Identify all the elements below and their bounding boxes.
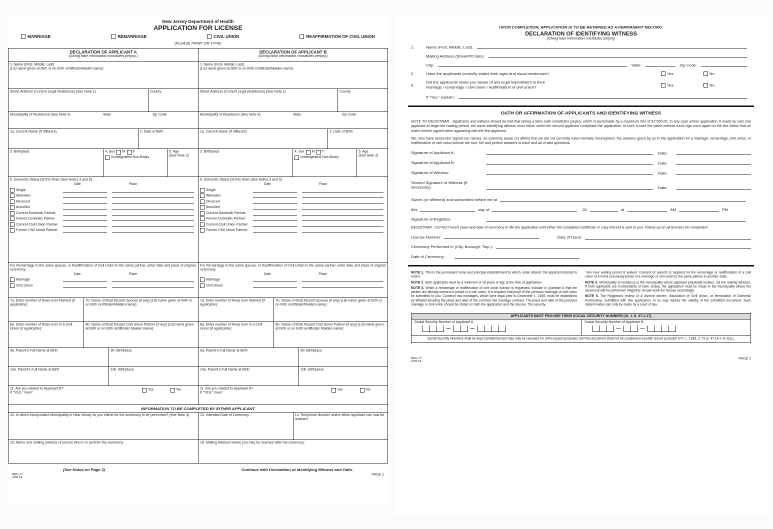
either-applicant-band: INFORMATION TO BE COMPLETED BY EITHER APPLICANT — [8, 405, 388, 413]
date-line[interactable] — [63, 199, 107, 204]
note-item: two hour waiting period is waived. Consent of parents is required for the remarriage or reaffirmation of a civil union of a minor previously joined in a marriage or civil union to the same partner in another state. — [585, 271, 751, 279]
place-line[interactable] — [302, 205, 384, 210]
witness-state-line[interactable] — [646, 63, 676, 68]
notes-column-1 — [411, 271, 577, 308]
signature-line[interactable] — [486, 150, 653, 155]
domestic-status-checkbox[interactable] — [10, 211, 15, 216]
remarriage-row: Civil Union — [200, 283, 386, 288]
place-line[interactable] — [302, 278, 384, 283]
q2-no-checkbox[interactable] — [704, 72, 709, 77]
license-type-label: CIVIL UNION — [213, 34, 240, 39]
am-line[interactable] — [679, 207, 719, 212]
declaration-table — [8, 48, 388, 405]
field-15-officiant[interactable]: 15. Name and mailing address of person who is to perform the ceremony: — [10, 441, 125, 445]
q2-yes-checkbox[interactable] — [661, 72, 666, 77]
field-10a-a[interactable]: 10a. Parent's Full Name at Birth — [10, 368, 60, 372]
place-line[interactable] — [112, 217, 194, 222]
field-7b-b[interactable]: 7b. Name of Most Recent Spouse (if any) (List name given at birth or on birth certificate/Maiden name): — [274, 298, 388, 322]
remarriage-row: Civil Union — [10, 283, 197, 288]
page1-header — [8, 15, 388, 46]
field-11-b: 11. Are you related to Applicant A? If "YES," how? Yes No — [199, 386, 388, 405]
place-line[interactable] — [302, 188, 384, 193]
field-domestic-status-a: 6. Domestic Status (at this time) (See Notes 3 and 5) Date Place Single Widowed Divorced Annulled Current Domestic Partner Former Domestic Partner Current Civil Union Partner Former Civil Union Partner — [9, 177, 199, 263]
form-number: REG-77 APR 19 — [12, 473, 23, 479]
ssn-applicant-b: Social Security Number of Applicant B — [581, 320, 751, 336]
field-8a-b[interactable]: 8a. Enter number of times ever in a Civil Union (if applicable): — [200, 323, 263, 331]
place-line[interactable] — [302, 194, 384, 199]
date-line[interactable] — [253, 199, 297, 204]
perjury-note: (Giving false information constitutes perjury.) — [68, 54, 138, 59]
domestic-status-checkbox[interactable] — [10, 199, 15, 204]
date-line[interactable] — [253, 222, 297, 227]
date-line[interactable] — [253, 211, 297, 216]
field-remarriage-a: For Remarriage to the same spouse, or Reaffirmation of Civil Union to the same partner, enter date and place of original ceremony: Date Place Marriage Civil Union — [9, 263, 199, 298]
signature-line[interactable] — [486, 185, 653, 190]
related-no-checkbox[interactable] — [171, 388, 176, 393]
date-line[interactable] — [676, 170, 751, 175]
related-no-checkbox[interactable] — [360, 388, 365, 393]
date-line[interactable] — [63, 283, 107, 288]
witness-zip-line[interactable] — [701, 63, 747, 68]
field-9b-a[interactable]: 9b. Birthplace — [109, 348, 199, 367]
ssn-a-digit-boxes[interactable] — [423, 326, 579, 333]
domestic-status-row: Former Civil Union Partner — [10, 228, 197, 233]
place-line[interactable] — [112, 194, 194, 199]
place-line[interactable] — [112, 278, 194, 283]
domestic-status-options-a — [10, 188, 197, 233]
place-line[interactable] — [112, 222, 194, 227]
ssn-applicant-a: Social Security Number of Applicant A — [412, 320, 582, 336]
day-line[interactable] — [420, 207, 475, 212]
date-line[interactable] — [63, 211, 107, 216]
domestic-status-checkbox[interactable] — [10, 188, 15, 193]
sex-undesignated-checkbox[interactable] — [105, 156, 110, 161]
field-birthplace-a[interactable]: 3. Birthplace — [10, 150, 30, 154]
explain-line[interactable] — [459, 94, 747, 99]
time-line[interactable] — [627, 207, 667, 212]
page-1 — [8, 15, 388, 504]
field-13-intended-date[interactable]: 13. Intended Date of Ceremony — [198, 413, 293, 440]
field-8a-a[interactable]: 8a. Enter number of times ever in a Civil Union (if applicable): — [10, 323, 73, 331]
ssn-box — [411, 313, 751, 343]
place-line[interactable] — [112, 283, 194, 288]
place-line[interactable] — [302, 211, 384, 216]
field-12-municipality[interactable]: 12. In which Incorporated Municipality in New Jersey do you intend for the ceremony to be performed? (See Note 4) — [10, 413, 190, 417]
witness-declaration-title: DECLARATION OF IDENTIFYING WITNESS — [525, 31, 637, 37]
domestic-status-checkbox[interactable] — [200, 217, 205, 222]
field-9a-b[interactable]: 9a. Parent's Full Name at Birth — [200, 349, 248, 353]
field-7b-a[interactable]: 7b. Name of Most Recent Spouse (if any) (List name given at birth or on birth certificate/Maiden name): — [84, 298, 199, 322]
registrar-note: NOTE TO REGISTRAR - Applicants and witness should be told that taking a false oath constitutes perjury, which is punishable by a maximum fine of $7,500.00. In any case where application is made by only one applicant to begin the waiting period, the same identifying witness must return when the second applicant completes the application. In such a case the same witness must sign once again on the line below that on which he/she signed when appearing with the first applicant. — [411, 118, 751, 133]
note-item: NOTE 5. The Registrar's review of a divorce decree, dissolution of Civil Union, or termination of Domestic Partnership, submitted with this application, in no way implies the validity of the submitted document. Such determination can only be made by a court of law. — [585, 294, 751, 307]
year-line[interactable] — [590, 207, 618, 212]
license-type-label: REMARRIAGE — [117, 34, 147, 39]
domestic-status-checkbox[interactable] — [10, 217, 15, 222]
note-item: NOTE 1. This is the permanent home and principal establishment to which, when absent, the applicant intends to return. — [411, 271, 577, 279]
domestic-status-checkbox[interactable] — [10, 222, 15, 227]
license-type-checkboxes — [8, 32, 388, 40]
page-2: UPON COMPLETION, APPLICATION IS TO BE RETAINED AS A PERMANENT RECORD. DECLARATION OF IDENTIFYING WITNESS (Giving false information constitutes perjury) 1. Name (First, Middle, Last): Mailing Address (Street/PO Box): City: State: Zip Code: 2. Have the applicants correctly stated their ages and usual residences? Yes No 3. Did the applicants make you aware of any legal impediment to their marriage / remarriage / civil union / reaffirmation of civil union? Yes No If "Yes," explain: OATH OR AFFIRMATION OF APPLICANTS AND IDENTIFYING WITNESS NOTE TO REGISTRAR - Applicants and witness should be told that taking a false oath constitutes perjury, which is punishable by a maximum fine of $7,500.00. In any case where application is made by only one applicant to begin the waiting period, the same identifying witness must return when the second applicant completes the application. In such a case the same witness must sign once again on the line below that on which he/she signed when appearing with the first applicant. We, who have hereunder signed our names, do solemnly swear (or affirm) that we are not currently ruled mentally incompetent; the answers given by us in this application for a marriage, remarriage, civil union, or reaffirmation of civil union license are true, full and perfect answers to each and all of said questions. Signature of Applicant A: Date: Signature of Applicant B: Date: Signature of Witness: Date: Second Signature of Witness (if necessary): Date: Sworn (or affirmed) and subscribed before me at this day of , 20 at AM PM Signature of Registrar: REGISTRAR - DO NOT insert place and date of ceremony or file the application until either the completed certificate or copy thereof is sent to you. Follow-up on all licenses for completion. License Number: Date of Issue: Ceremony Performed in (City, Borough, Twp.): Date of Ceremony: NOTE 1. This is the permanent home and principal establishment to which, when absent, the applicant intends to return. NOTE 2. Both applicants must be a minimum of 18 years of age at the time of application. NOTE 3. When a remarriage or reaffirmation of civil union license is requested, indicate in Question 6 that the parties are already married or joined in a civil union. It is required that proof of the previous marriage or civil union be submitted to you. Common law marriages, which were legal prior to December 1, 1939, must be established by affidavit showing the place and date of the common law marriage contract. The place and date of the previous marriage or civil union should be stated on both the application and the license. The seventy- two hour waiting period is waived. Consent of parents is required for the remarriage or reaffirmation of a civil union of a minor previously joined in a marriage or civil union to the same partner in another state. NOTE 4. Municipality of residence is the municipality where applicant physically resides, not the mailing address. If both applicants are nonresidents of New Jersey, the application must be made in the municipality where the ceremony will be performed. Registrar should mark the license accordingly. NOTE 5. The Registrar's review of a divorce decree, dissolution of Civil Union, or termination of Domestic Partnership, submitted with this application, in no way implies the validity of the submitted document. Such determination can only be made by a court of law. APPLICANTS MUST PROVIDE THEIR SOCIAL SECURITY NUMBERS (N. J. S. 37:1-17) Social Security Number of Applicant A Social Security Number of Applicant B Social Security Numbers shall be kept confidential and may only be released for child support purposes and this document shall not be considered a public record pursuant to P. L. 1983, C.73 (C.47:1A-1 et seq.). REG-77 APR 19 PAGE 2 — [394, 15, 768, 514]
signature-line[interactable] — [486, 170, 653, 175]
domestic-status-row: Single — [10, 188, 197, 193]
field-municipality-a[interactable]: Municipality of Residence (See Note 4) State Zip Code — [9, 112, 199, 129]
signature-rows — [411, 150, 751, 190]
domestic-status-row: Single — [200, 188, 386, 193]
date-line[interactable] — [63, 217, 107, 222]
retain-note: UPON COMPLETION, APPLICATION IS TO BE RETAINED AS A PERMANENT RECORD. — [499, 25, 663, 30]
field-14-telephone[interactable]: 14. Telephone Number where either applicant can now be reached: — [293, 413, 388, 440]
place-line[interactable] — [302, 222, 384, 227]
field-county-a[interactable]: County — [148, 89, 198, 112]
field-street-b[interactable]: Street Address (Current Legal Residence) (See Note 1) — [200, 90, 286, 94]
print-or-type-note: (PLEASE PRINT OR TYPE) — [174, 41, 222, 46]
section-divider — [408, 265, 754, 267]
remarriage-options-a — [10, 278, 197, 288]
field-current-name-a[interactable]: 1a. Current Name (If different) — [10, 130, 57, 134]
declaration-applicant-b — [198, 49, 388, 405]
field-11-a: 11. Are you related to Applicant B? If "YES," how? Yes No — [9, 386, 199, 405]
remarriage-checkbox[interactable] — [200, 278, 205, 283]
domestic-status-row: Current Domestic Partner — [200, 211, 386, 216]
related-yes-checkbox[interactable] — [142, 388, 147, 393]
field-8b-b[interactable]: 8b. Name of Most Recent Civil Union Partner (if any) (List name given at birth or on birth certificate/ Maiden name): — [274, 322, 388, 348]
field-sex-b: 4. Sex M F Undesignated/ Non-Binary — [293, 149, 357, 177]
domestic-status-row: Current Civil Union Partner — [10, 222, 197, 227]
signature-line[interactable] — [486, 160, 653, 165]
field-10a-b[interactable]: 10a. Parent's Full Name at Birth — [200, 368, 250, 372]
domestic-status-row: Former Domestic Partner — [10, 217, 197, 222]
department-title: New Jersey Department of Health — [162, 19, 234, 24]
domestic-status-checkbox[interactable] — [10, 194, 15, 199]
signature-row: Second Signature of Witness (if necessary): Date: — [411, 180, 751, 190]
sex-male-checkbox[interactable] — [306, 150, 311, 155]
witness-city-line[interactable] — [438, 63, 627, 68]
field-birthplace-b[interactable]: 3. Birthplace — [200, 150, 220, 154]
remarriage-checkbox[interactable] — [10, 278, 15, 283]
form-title: APPLICATION FOR LICENSE — [153, 24, 243, 32]
q3-yes-checkbox[interactable] — [661, 83, 666, 88]
domestic-status-row: Annulled — [10, 205, 197, 210]
domestic-status-row: Current Civil Union Partner — [200, 222, 386, 227]
sex-female-checkbox[interactable] — [316, 150, 321, 155]
checkbox-icon[interactable] — [111, 34, 116, 39]
witness-name-line[interactable] — [477, 45, 747, 50]
field-dob-b[interactable]: 2. Date of Birth — [328, 129, 388, 149]
date-line[interactable] — [676, 185, 751, 190]
domestic-status-row: Divorced — [10, 199, 197, 204]
license-type-option[interactable] — [21, 34, 51, 39]
remarriage-row: Marriage — [200, 278, 386, 283]
domestic-status-checkbox[interactable] — [200, 211, 205, 216]
license-type-label: MARRIAGE — [27, 34, 51, 39]
remarriage-checkbox[interactable] — [200, 283, 205, 288]
signature-row: Signature of Applicant A: Date: — [411, 150, 751, 155]
related-yes-checkbox[interactable] — [331, 388, 336, 393]
field-7a-b[interactable]: 7a. Enter number of times ever Married (if applicable): — [200, 299, 265, 307]
place-line[interactable] — [302, 228, 384, 233]
sex-undesignated-checkbox[interactable] — [295, 156, 300, 161]
field-9b-b[interactable]: 9b. Birthplace — [299, 348, 388, 367]
date-of-issue-line[interactable] — [585, 235, 751, 240]
domestic-status-checkbox[interactable] — [200, 194, 205, 199]
section-divider — [408, 105, 754, 107]
domestic-status-options-b — [200, 188, 386, 233]
field-age-b[interactable]: 5. Age (See Note 2) — [357, 149, 388, 177]
registrar-signature-line[interactable] — [486, 217, 746, 222]
field-name-b[interactable]: 1. Name (First, Middle, Last) (List name given at birth or on birth certificate/Maiden name) — [199, 62, 388, 89]
date-line[interactable] — [63, 278, 107, 283]
notes-section — [411, 271, 751, 308]
field-current-name-b[interactable]: 1a. Current Name (If different) — [200, 130, 247, 134]
field-remarriage-b: For Remarriage to the same spouse, or Reaffirmation of Civil Union to the same partner, enter date and place of original ceremony: Date Place Marriage Civil Union — [199, 263, 388, 298]
ceremony-date-line[interactable] — [455, 254, 580, 259]
domestic-status-checkbox[interactable] — [200, 222, 205, 227]
place-line[interactable] — [112, 188, 194, 193]
field-10b-b[interactable]: 10b. Birthplace — [299, 367, 388, 386]
date-line[interactable] — [253, 194, 297, 199]
domestic-status-checkbox[interactable] — [200, 228, 205, 233]
place-line[interactable] — [112, 228, 194, 233]
date-line[interactable] — [253, 188, 297, 193]
month-line[interactable] — [492, 207, 577, 212]
continue-footer: Continue with Declaration of Identifying Witness and Oath. — [241, 467, 353, 472]
domestic-status-row: Divorced — [200, 199, 386, 204]
field-age-a[interactable]: 5. Age (See Note 2) — [167, 149, 198, 177]
domestic-status-row: Former Domestic Partner — [200, 217, 386, 222]
date-line[interactable] — [63, 222, 107, 227]
domestic-status-row: Widowed — [200, 194, 386, 199]
field-municipality-b[interactable]: Municipality of Residence (See Note 4) State Zip Code — [199, 112, 388, 129]
place-line[interactable] — [302, 217, 384, 222]
license-type-option[interactable] — [111, 34, 147, 39]
date-line[interactable] — [63, 194, 107, 199]
sex-male-checkbox[interactable] — [116, 150, 121, 155]
domestic-status-checkbox[interactable] — [200, 188, 205, 193]
field-9a-a[interactable]: 9a. Parent's Full Name at Birth — [10, 349, 58, 353]
date-line[interactable] — [63, 188, 107, 193]
remarriage-options-b — [200, 278, 386, 288]
see-notes-footer: (See Notes on Page 2) — [63, 467, 106, 472]
notes-column-2 — [585, 271, 751, 308]
date-line[interactable] — [253, 205, 297, 210]
place-line[interactable] — [112, 211, 194, 216]
date-line[interactable] — [63, 205, 107, 210]
witness-address-line[interactable] — [489, 54, 747, 59]
domestic-status-row: Current Domestic Partner — [10, 211, 197, 216]
sworn-place-line[interactable] — [500, 197, 746, 202]
domestic-status-checkbox[interactable] — [200, 205, 205, 210]
witness-perjury-note: (Giving false information constitutes perjury) — [546, 37, 616, 41]
remarriage-checkbox[interactable] — [10, 283, 15, 288]
note-item: NOTE 2. Both applicants must be a minimum of 18 years of age at the time of application. — [411, 280, 543, 285]
form-number: REG-77 APR 19 — [411, 356, 422, 363]
page-number: PAGE 2 — [738, 356, 751, 361]
remarriage-row: Marriage — [10, 278, 197, 283]
place-line[interactable] — [112, 205, 194, 210]
declaration-applicant-a — [9, 49, 199, 405]
ssn-confidentiality-note: Social Security Numbers shall be kept confidential and may only be released for child support purposes and this document shall not be considered a public record pursuant to P. L. 1983, C.73 (C.47:1A-1 et seq.). — [412, 335, 751, 342]
domestic-status-row: Annulled — [200, 205, 386, 210]
place-line[interactable] — [112, 199, 194, 204]
declaration-b-title: DECLARATION OF APPLICANT B — [259, 49, 327, 55]
date-line[interactable] — [676, 160, 751, 165]
field-sex-a: 4. Sex M F Undesignated/ Non-Binary — [103, 149, 167, 177]
q3-no-checkbox[interactable] — [704, 83, 709, 88]
oath-text: We, who have hereunder signed our names, do solemnly swear (or affirm) that we are not currently ruled mentally incompetent; the answers given by us in this application for a marriage, remarriage, civil union, or reaffirmation of civil union license are true, full and perfect answers to each and all of said questions. — [411, 135, 751, 146]
field-7a-a[interactable]: 7a. Enter number of times ever Married (if applicable): — [10, 299, 75, 307]
date-line[interactable] — [253, 217, 297, 222]
field-street-a[interactable]: Street Address (Current Legal Residence) (See Note 1) — [10, 90, 96, 94]
field-dob-a[interactable]: 2. Date of Birth — [138, 129, 198, 149]
signature-row: Signature of Witness: Date: — [411, 170, 751, 175]
field-county-b[interactable]: County — [338, 89, 388, 112]
license-type-option[interactable] — [207, 34, 239, 39]
field-name-a[interactable]: 1. Name (First, Middle, Last) (List name given at birth or on birth certificate/Maiden name) — [9, 62, 199, 89]
license-type-option[interactable] — [300, 34, 375, 39]
date-line[interactable] — [253, 283, 297, 288]
checkbox-icon[interactable] — [207, 34, 212, 39]
declaration-a-title: DECLARATION OF APPLICANT A — [69, 49, 137, 55]
date-line[interactable] — [63, 228, 107, 233]
domestic-status-checkbox[interactable] — [10, 228, 15, 233]
note-item: NOTE 3. When a remarriage or reaffirmation of civil union license is requested, indicate in Question 6 that the parties are already married or joined in a civil union. It is required that proof of the previous marriage or civil union be submitted to you. Common law marriages, which were legal prior to December 1, 1939, must be established by affidavit showing the place and date of the common law marriage contract. The place and date of the previous marriage or civil union should be stated on both the application and the license. The seventy- — [411, 286, 577, 307]
oath-title: OATH OR AFFIRMATION OF APPLICANTS AND IDENTIFYING WITNESS — [500, 110, 662, 116]
field-8b-a[interactable]: 8b. Name of Most Recent Civil Union Partner (if any) (List name given at birth or on birth certificate/ Maiden name): — [84, 322, 199, 348]
place-line[interactable] — [302, 283, 384, 288]
signature-row: Signature of Applicant B: Date: — [411, 160, 751, 165]
field-16-mailing-address[interactable]: 16. Mailing Address where you may be reached after the ceremony: — [198, 440, 388, 463]
ssn-b-digit-boxes[interactable] — [593, 326, 748, 333]
perjury-note: (Giving false information constitutes perjury.) — [258, 54, 328, 59]
license-type-label: REAFFIRMATION OF CIVIL UNION — [306, 34, 375, 39]
registrar-warning: REGISTRAR - DO NOT insert place and date of ceremony or file the application until either the completed certificate or copy thereof is sent to you. Follow-up on all licenses for completion. — [411, 224, 709, 230]
license-number-line[interactable] — [444, 235, 539, 240]
date-line[interactable] — [253, 278, 297, 283]
domestic-status-row: Former Civil Union Partner — [200, 228, 386, 233]
domestic-status-checkbox[interactable] — [10, 205, 15, 210]
field-10b-a[interactable]: 10b. Birthplace — [109, 367, 199, 386]
date-line[interactable] — [253, 228, 297, 233]
field-domestic-status-b: 6. Domestic Status (at this time) (See Notes 3 and 5) Date Place Single Widowed Divorced Annulled Current Domestic Partner Former Domestic Partner Current Civil Union Partner Former Civil Union Partner — [199, 177, 388, 263]
checkbox-icon[interactable] — [21, 34, 26, 39]
place-line[interactable] — [302, 199, 384, 204]
note-item: NOTE 4. Municipality of residence is the municipality where applicant physically resides, not the mailing address. If both applicants are nonresidents of New Jersey, the application must be made in the municipality where the ceremony will be performed. Registrar should mark the license accordingly. — [585, 280, 751, 293]
domestic-status-row: Widowed — [10, 194, 197, 199]
ceremony-place-line[interactable] — [496, 245, 751, 250]
sex-female-checkbox[interactable] — [127, 150, 132, 155]
page-number: PAGE 1 — [371, 473, 384, 477]
checkbox-icon[interactable] — [300, 34, 305, 39]
date-line[interactable] — [676, 150, 751, 155]
domestic-status-checkbox[interactable] — [200, 199, 205, 204]
ssn-header: APPLICANTS MUST PROVIDE THEIR SOCIAL SECURITY NUMBERS (N. J. S. 37:1-17) — [412, 314, 751, 320]
